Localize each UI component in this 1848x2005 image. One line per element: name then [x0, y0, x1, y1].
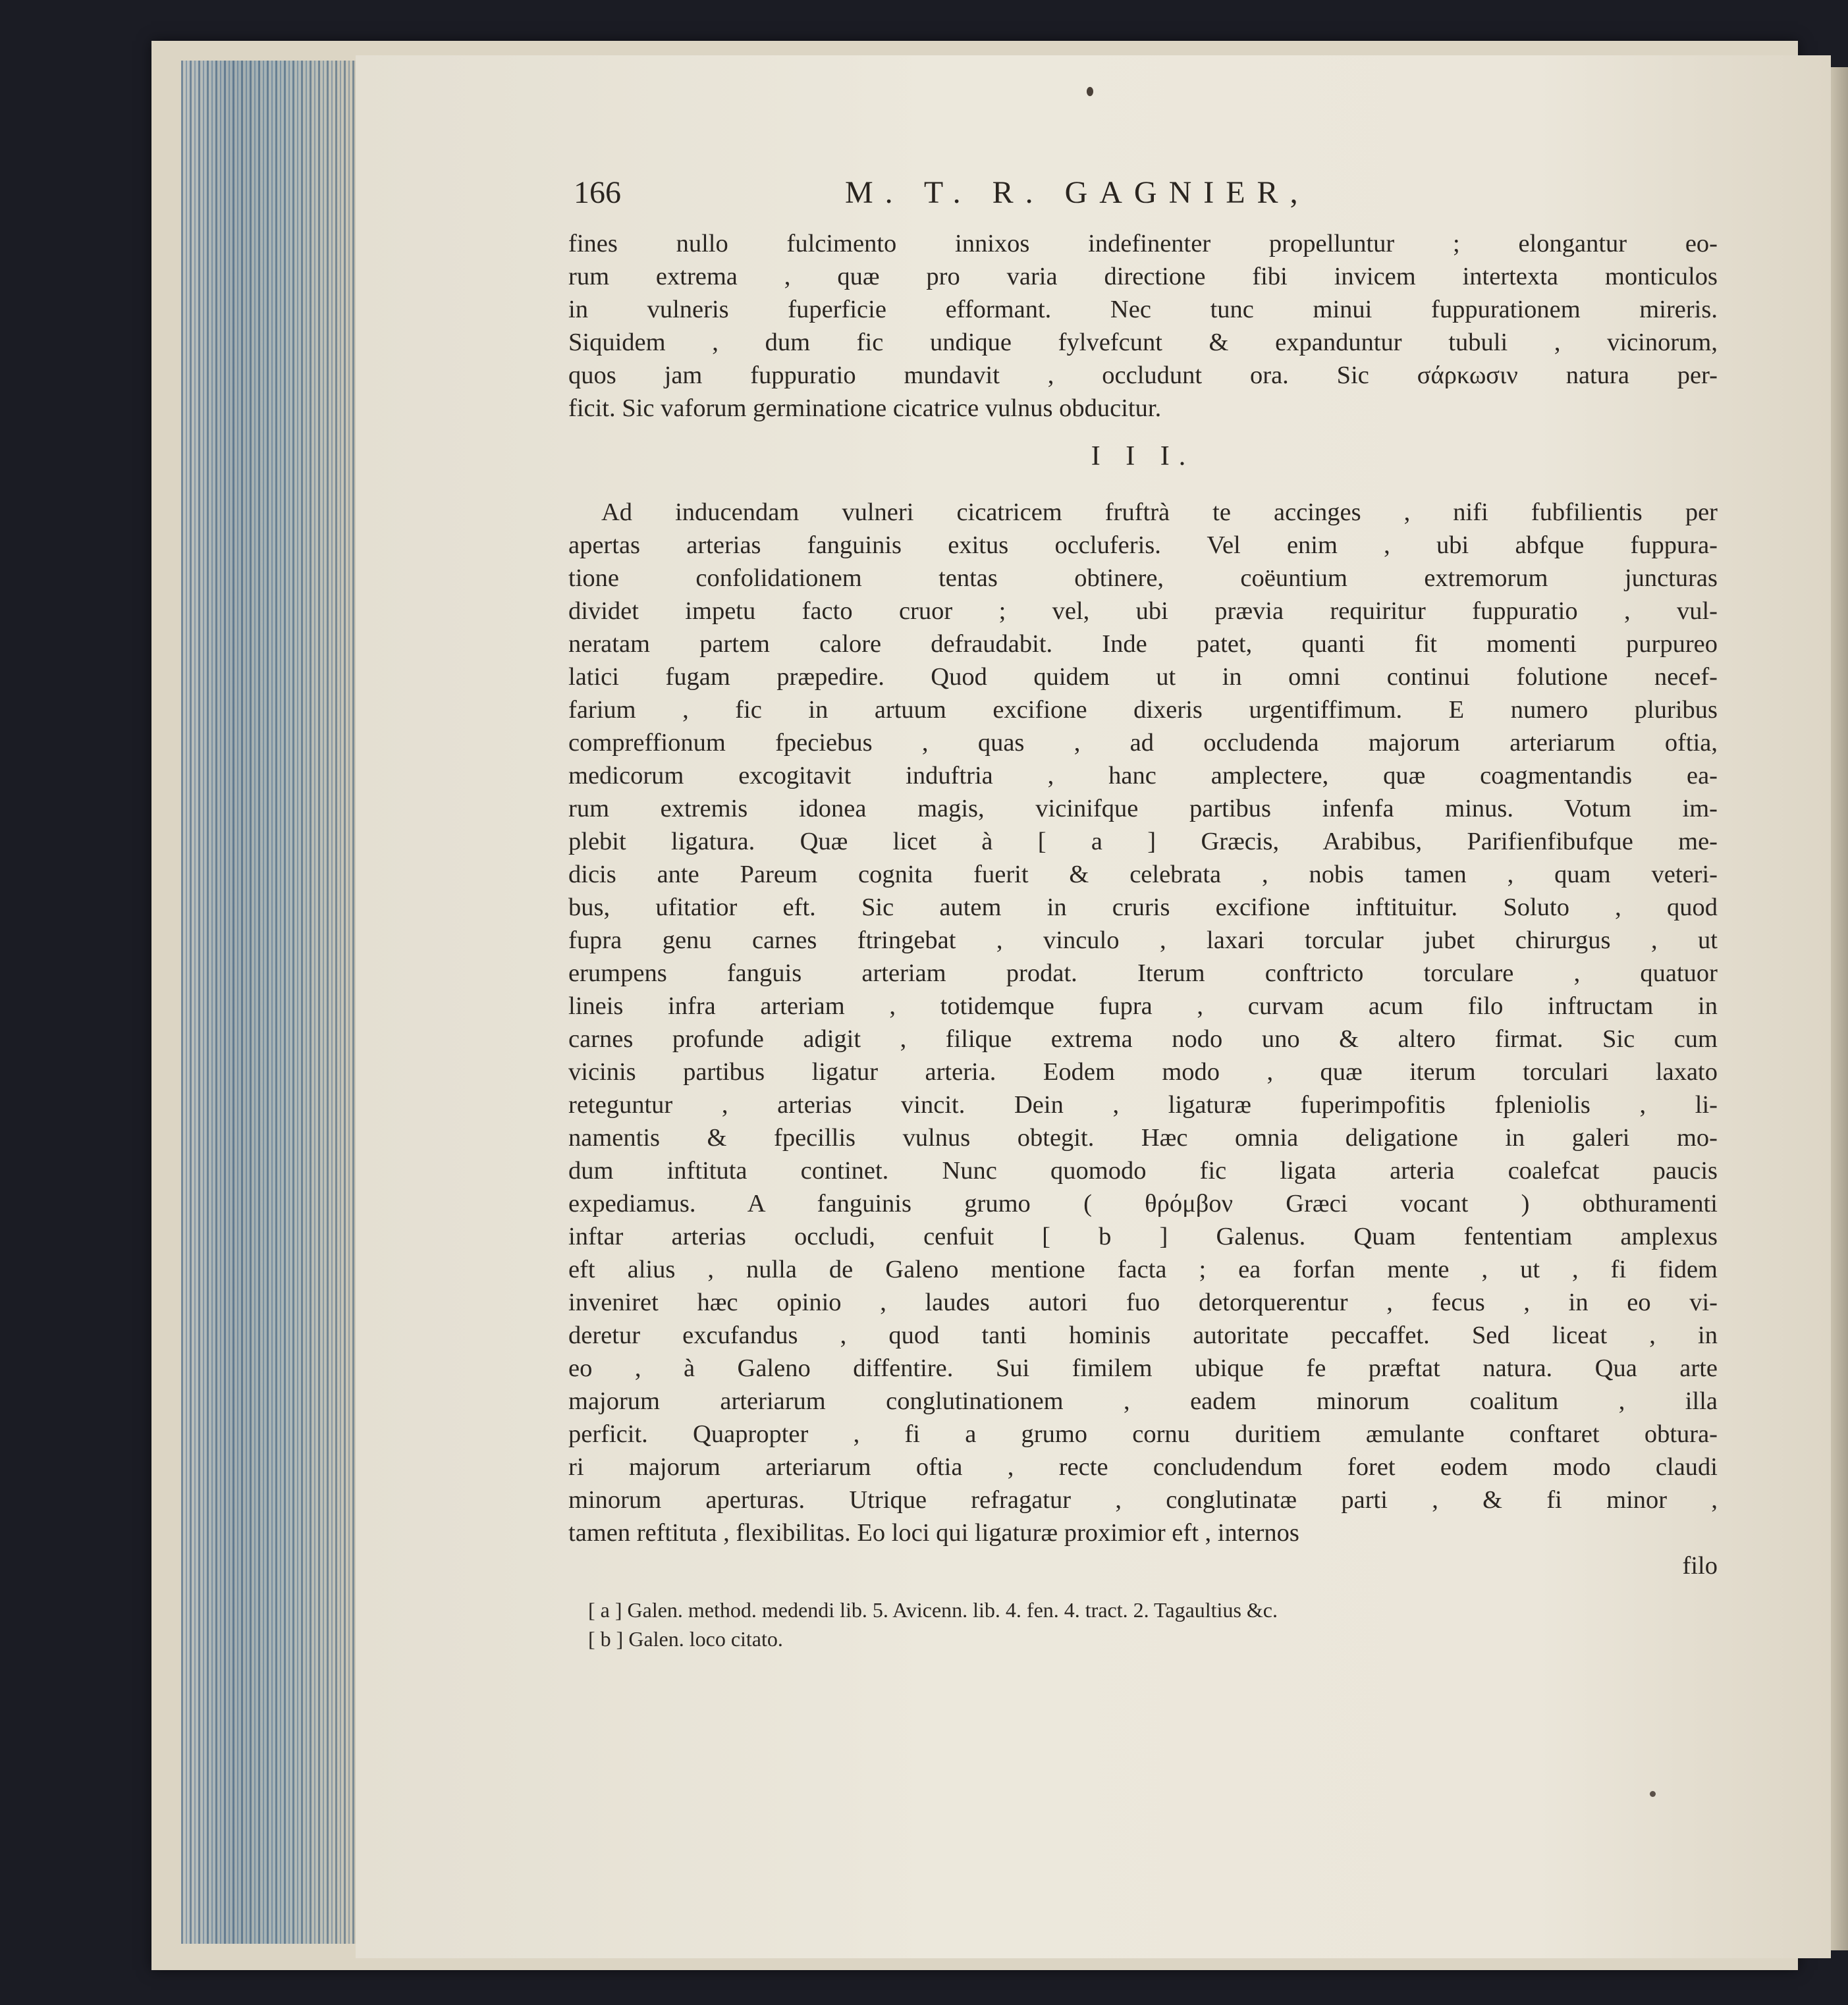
footnote-b: [ b ] Galen. loco citato. — [588, 1627, 783, 1651]
text-line: in vulneris fuperficie efformant. Nec tunc minui fuppurationem mireris. — [568, 296, 1718, 323]
text-line: bus, ufitatior eft. Sic autem in cruris excifione inftituitur. Soluto , quod — [568, 894, 1718, 921]
text-block — [568, 174, 1718, 1653]
text-line: carnes profunde adigit , filique extrema nodo uno & altero firmat. Sic cum — [568, 1025, 1718, 1053]
text-line: tione confolidationem tentas obtinere, coëuntium extremorum juncturas — [568, 564, 1718, 592]
page-header-title: M. T. R. GAGNIER, — [845, 175, 1310, 210]
text-line: lineis infra arteriam , totidemque fupra , curvam acum filo inftructam in — [568, 992, 1718, 1020]
text-line: erumpens fanguis arteriam prodat. Iterum conftricto torculare , quatuor — [568, 959, 1718, 987]
text-line: tamen reftituta , flexibilitas. Eo loci qui ligaturæ proximior eft , internos — [568, 1519, 1299, 1547]
text-line: latici fugam præpedire. Quod quidem ut in omni continui folutione necef- — [568, 663, 1718, 691]
text-line: vicinis partibus ligatur arteria. Eodem modo , quæ iterum torculari laxato — [568, 1058, 1718, 1086]
text-line: fupra genu carnes ftringebat , vinculo , laxari torcular jubet chirurgus , ut — [568, 926, 1718, 954]
text-line: dum inftituta continet. Nunc quomodo fic ligata arteria coalefcat paucis — [568, 1157, 1718, 1185]
paragraph-2 — [568, 496, 1718, 1549]
footnotes — [568, 1595, 1718, 1653]
text-line: dividet impetu facto cruor ; vel, ubi prævia requiritur fuppuratio , vul- — [568, 597, 1718, 625]
text-line: plebit ligatura. Quæ licet à [ a ] Græcis, Arabibus, Parifienfibufque me- — [568, 828, 1718, 855]
text-line: deretur excufandus , quod tanti hominis autoritate peccaffet. Sed liceat , in — [568, 1322, 1718, 1349]
section-heading: I I I. — [1091, 441, 1195, 471]
page-number: 166 — [574, 175, 621, 210]
paper-speck — [1650, 1791, 1656, 1797]
text-line: rum extremis idonea magis, vicinifque partibus infenfa minus. Votum im- — [568, 795, 1718, 822]
text-line: eft alius , nulla de Galeno mentione facta ; ea forfan mente , ut , fi fidem — [568, 1256, 1718, 1283]
text-line: eo , à Galeno diffentire. Sui fimilem ubique fe præftat natura. Qua arte — [568, 1354, 1718, 1382]
text-line: quos jam fuppuratio mundavit , occludunt ora. Sic σάρκωσιν natura per- — [568, 361, 1718, 389]
text-line: medicorum excogitavit induftria , hanc amplectere, quæ coagmentandis ea- — [568, 762, 1718, 789]
text-line: Ad inducendam vulneri cicatricem fruftrà te accinges , nifi fubfilientis per — [601, 498, 1718, 526]
text-line: Siquidem , dum fic undique fylvefcunt & expanduntur tubuli , vicinorum, — [568, 329, 1718, 356]
text-line: apertas arterias fanguinis exitus occluferis. Vel enim , ubi abfque fuppura- — [568, 531, 1718, 559]
text-line: ri majorum arteriarum oftia , recte concludendum foret eodem modo claudi — [568, 1453, 1718, 1481]
facing-page-edge — [1831, 67, 1848, 1950]
text-line: farium , fic in artuum excifione dixeris urgentiffimum. E numero pluribus — [568, 696, 1718, 724]
text-line: inveniret hæc opinio , laudes autori fuo detorquerentur , fecus , in eo vi- — [568, 1289, 1718, 1316]
text-line: neratam partem calore defraudabit. Inde patet, quanti fit momenti purpureo — [568, 630, 1718, 658]
text-line: rum extrema , quæ pro varia directione fibi invicem intertexta monticulos — [568, 263, 1718, 290]
text-line: perficit. Quapropter , fi a grumo cornu duritiem æmulante conftaret obtura- — [568, 1420, 1718, 1448]
text-line: namentis & fpecillis vulnus obtegit. Hæc omnia deligatione in galeri mo- — [568, 1124, 1718, 1152]
text-line: compreffionum fpeciebus , quas , ad occludenda majorum arteriarum oftia, — [568, 729, 1718, 757]
paragraph-1 — [568, 227, 1718, 425]
text-line: ficit. Sic vaforum germinatione cicatrice vulnus obducitur. — [568, 394, 1162, 422]
text-line: dicis ante Pareum cognita fuerit & celebrata , nobis tamen , quam veteri- — [568, 861, 1718, 888]
ink-dot — [1087, 87, 1093, 96]
text-line: expediamus. A fanguinis grumo ( θρόμβον Græci vocant ) obthuramenti — [568, 1190, 1718, 1217]
text-line: minorum aperturas. Utrique refragatur , conglutinatæ parti , & fi minor , — [568, 1486, 1718, 1514]
page-fore-edge — [181, 61, 356, 1944]
text-line: majorum arteriarum conglutinationem , eadem minorum coalitum , illa — [568, 1387, 1718, 1415]
text-line: reteguntur , arterias vincit. Dein , ligaturæ fuperimpofitis fpleniolis , li- — [568, 1091, 1718, 1119]
footnote-a: [ a ] Galen. method. medendi lib. 5. Avicenn. lib. 4. fen. 4. tract. 2. Tagaultius &c. — [588, 1598, 1278, 1622]
catchword: filo — [1682, 1552, 1718, 1580]
running-head — [568, 174, 1718, 227]
text-line: fines nullo fulcimento innixos indefinenter propelluntur ; elongantur eo- — [568, 230, 1718, 257]
text-line: inftar arterias occludi, cenfuit [ b ] Galenus. Quam fententiam amplexus — [568, 1223, 1718, 1250]
